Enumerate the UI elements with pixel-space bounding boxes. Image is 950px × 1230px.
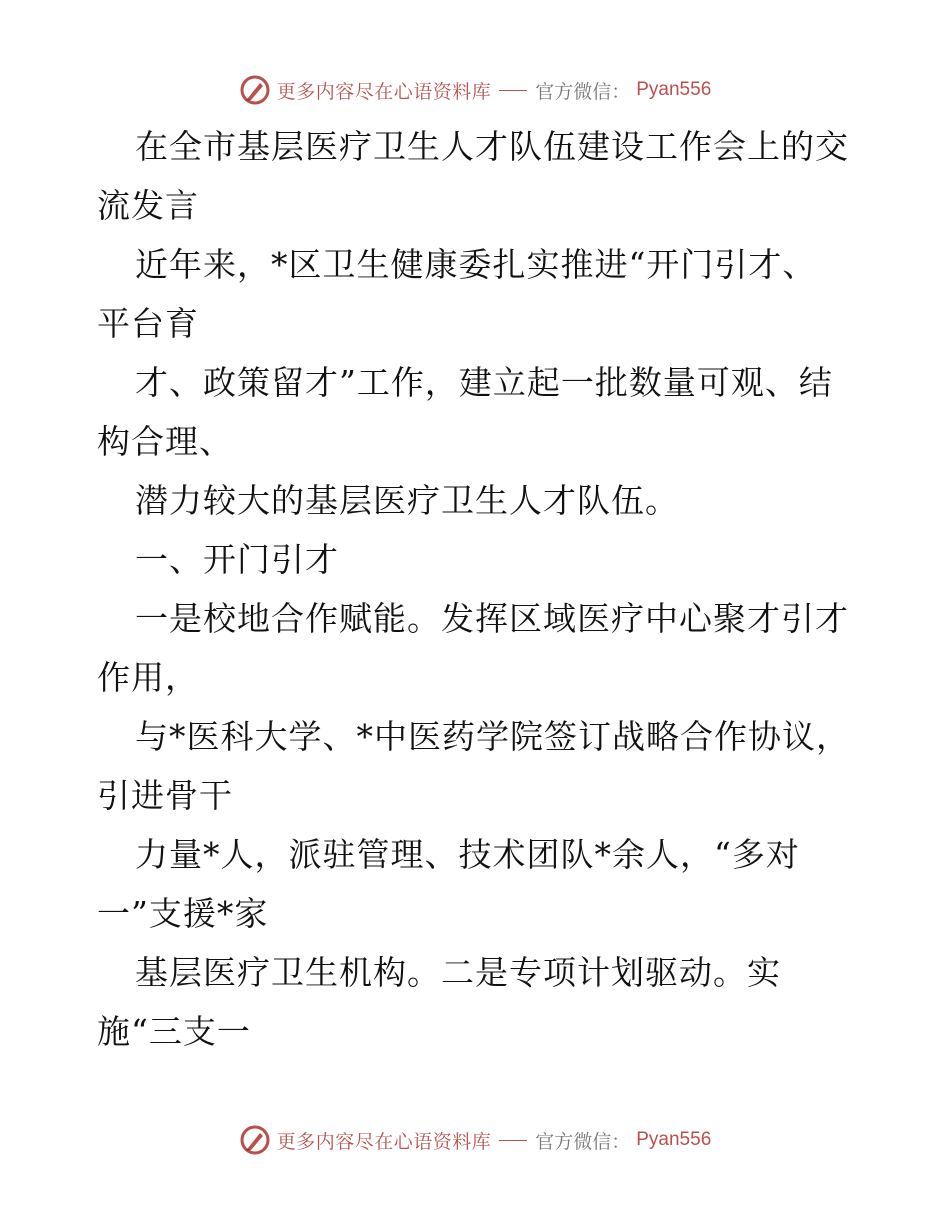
text-line: 一是校地合作赋能。发挥区域医疗中心聚才引才 — [135, 599, 849, 638]
pen-logo-icon — [239, 74, 271, 106]
header-watermark — [0, 70, 950, 110]
watermark-sub: 官方微信： — [535, 80, 631, 103]
text-line: 近年来，*区卫生健康委扎实推进“开门引才、 — [135, 245, 817, 284]
watermark-text: 更多内容尽在心语资料库 — [276, 80, 492, 103]
text-line: 才、政策留才”工作，建立起一批数量可观、结 — [135, 363, 833, 402]
section-heading: 一、开门引才 — [135, 540, 339, 579]
text-line: 一”支援*家 — [97, 894, 269, 933]
text-line: 流发言 — [97, 186, 199, 225]
text-line: 施“三支一 — [97, 1012, 251, 1051]
pen-logo-icon — [239, 1124, 271, 1156]
watermark-id: Pyan556 — [636, 79, 712, 100]
text-line: 作用， — [97, 658, 199, 697]
text-line: 引进骨干 — [97, 776, 233, 815]
watermark-id: Pyan556 — [636, 1129, 712, 1150]
text-line: 力量*人，派驻管理、技术团队*余人，“多对 — [135, 835, 800, 874]
text-line: 与*医科大学、*中医药学院签订战略合作协议， — [135, 717, 850, 756]
watermark-dash — [499, 1140, 527, 1141]
text-line: 平台育 — [97, 304, 199, 343]
text-line: 基层医疗卫生机构。二是专项计划驱动。实 — [135, 953, 781, 992]
document-body — [97, 117, 857, 1061]
footer-watermark — [0, 1120, 950, 1160]
text-line: 在全市基层医疗卫生人才队伍建设工作会上的交 — [135, 127, 849, 166]
text-line: 构合理、 — [97, 422, 233, 461]
text-line: 潜力较大的基层医疗卫生人才队伍。 — [135, 481, 679, 520]
watermark-text: 更多内容尽在心语资料库 — [276, 1130, 492, 1153]
watermark-sub: 官方微信： — [535, 1130, 631, 1153]
watermark-dash — [499, 90, 527, 91]
